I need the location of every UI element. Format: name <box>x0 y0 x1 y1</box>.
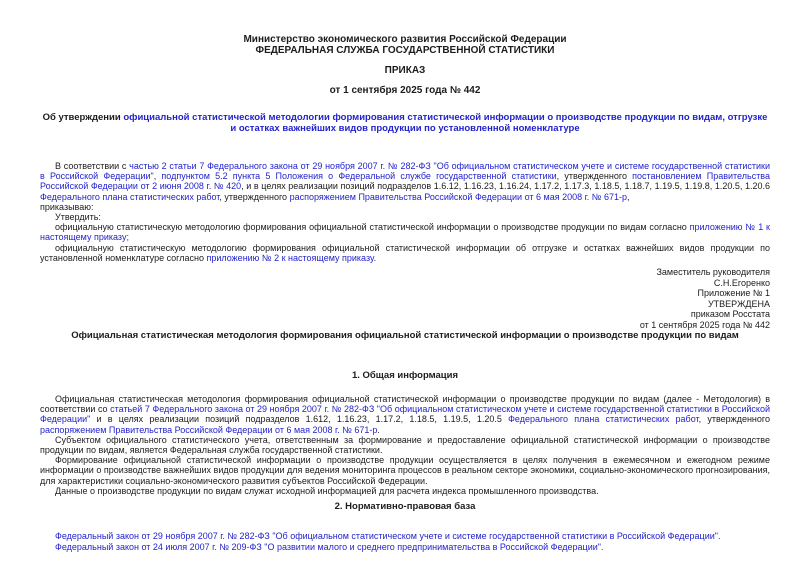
paragraph-order-word <box>40 202 770 212</box>
normative-links <box>40 531 770 553</box>
normative-law-link[interactable]: Федеральный закон от 24 июля 2007 г. № 209-ФЗ "О развитии малого и среднего предпринимательства в Российской Федерации". <box>55 542 604 553</box>
signature-line: Заместитель руководителя <box>656 267 770 278</box>
signature-line: приказом Росстата <box>690 309 770 320</box>
document-link[interactable]: распоряжением Правительства Российской Федерации от 6 мая 2008 г. № 671-р <box>40 424 378 435</box>
paragraph-methodology <box>40 394 770 435</box>
text-segment: Об утверждении <box>42 112 124 123</box>
signature-block <box>40 267 770 330</box>
text-segment: и в целях реализации позиций подразделов 1.612, 1.16.23, 1.17.2, 1.18.5, 1.19.5, 1.20.5 <box>90 414 509 425</box>
signature-line: УТВЕРЖДЕНА <box>707 298 770 309</box>
paragraph-item-1 <box>40 222 770 242</box>
section-1-heading: 1. Общая информация <box>351 370 459 382</box>
text-segment: , и в целях реализации позиций подразделов 1.6.12, 1.16.23, 1.16.24, 1.17.2, 1.17.3, 1.18.5, 1.18.7, 1.19.5, 1.19.8, 1.20.5, 1.20.6 <box>241 181 770 192</box>
agency-line: ФЕДЕРАЛЬНАЯ СЛУЖБА ГОСУДАРСТВЕННОЙ СТАТИСТИКИ <box>255 45 555 56</box>
signature-line: Приложение № 1 <box>697 288 770 299</box>
paragraph-approve <box>40 212 770 222</box>
text-segment: Субъектом официального статистического учета, ответственным за формирование и предоставление официальной статистической информации о производстве продукции по видам, является Федеральная служба государственной статистики. <box>40 434 770 456</box>
document-link[interactable]: приложению № 1 к настоящему приказу; <box>40 222 770 243</box>
document-link[interactable]: официальной статистической методологии формирования статистической информации о производстве продукции по видам, отгрузке и остатках важнейших видов продукции по установленной номенклатуре <box>123 112 768 134</box>
text-segment: , утвержденного <box>219 191 290 202</box>
document-link[interactable]: постановлением Правительства Российской Федерации от 2 июня 2008 г. № 420 <box>40 171 770 192</box>
text-segment: . <box>377 424 380 435</box>
text-segment: Официальная статистическая методология формирования официальной статистической информации о производстве продукции по видам (далее - Методология) в соответствии со <box>40 394 770 415</box>
text-segment: Утвердить: <box>55 212 101 223</box>
preamble <box>40 161 770 263</box>
doc-type: ПРИКАЗ <box>384 65 426 76</box>
document-link[interactable]: статьей 7 Федерального закона от 29 ноября 2007 г. № 282-ФЗ "Об официальном статистическом учете и системе государственной статистики в Российской Федерации" <box>40 404 770 425</box>
normative-law-link[interactable]: Федеральный закон от 29 ноября 2007 г. № 282-ФЗ "Об официальном статистическом учете и системе государственной статистики в Российской Федерации". <box>55 531 721 542</box>
paragraph-subject <box>40 435 770 455</box>
document-link[interactable]: Федерального плана статистических работ <box>508 414 699 425</box>
text-segment: официальную статистическую методологию формирования официальной статистической информации об отгрузке и остатках важнейших видов продукции по установленной номенклатуре согласно <box>40 242 770 263</box>
document-link[interactable]: распоряжением Правительства Российской Федерации от 6 мая 2008 г. № 671-р <box>289 191 627 202</box>
document-link[interactable]: Федерального плана статистических работ <box>40 191 220 202</box>
text-segment: , утвержденного <box>556 171 633 182</box>
ministry-line: Министерство экономического развития Российской Федерации <box>243 34 567 45</box>
paragraph-item-2 <box>40 243 770 263</box>
appendix-heading: Официальная статистическая методология формирования официальной статистической информации о производстве продукции по видам <box>71 330 739 342</box>
document-title <box>40 112 770 134</box>
text-segment: , <box>626 191 630 202</box>
section-2-heading: 2. Нормативно-правовая база <box>334 501 476 513</box>
document-link[interactable]: приложению № 2 к настоящему приказу. <box>206 252 377 263</box>
text-segment: В соответствии с <box>55 161 130 171</box>
paragraph-purpose <box>40 455 770 486</box>
document-link[interactable]: частью 2 статьи 7 Федерального закона от 29 ноября 2007 г. № 282-ФЗ "Об официальном статистическом учете и системе государственной статистики в Российской Федерации" <box>40 161 770 182</box>
text-segment: , утвержденного <box>698 414 770 425</box>
section-1-body <box>40 394 770 496</box>
text-segment: приказываю: <box>40 201 94 212</box>
signature-line: С.Н.Егоренко <box>713 277 770 288</box>
paragraph-legal-basis <box>40 161 770 202</box>
text-segment: Формирование официальной статистической информации о производстве продукции осуществляется в целях получения в ежемесячном и ежегодном режиме информации о производстве важнейших видов продукции для ведения мониторинга процессов в реальном секторе экономики, социально-экономического прогнозирования, для характеристики социально-экономического развития субъектов Российской Федерации. <box>40 455 770 486</box>
text-segment: Данные о производстве продукции по видам служат исходной информацией для расчета индекса промышленного производства. <box>55 485 599 496</box>
paragraph-index-note <box>40 486 770 496</box>
text-segment: , <box>153 171 162 182</box>
signature-line: от 1 сентября 2025 года № 442 <box>639 319 770 330</box>
document-link[interactable]: подпунктом 5.2 пункта 5 Положения о Федеральной службе государственной статистики <box>161 171 557 182</box>
doc-date: от 1 сентября 2025 года № 442 <box>329 85 481 96</box>
text-segment: официальную статистическую методологию формирования официальной статистической информации о производстве продукции по видам согласно <box>55 222 690 233</box>
